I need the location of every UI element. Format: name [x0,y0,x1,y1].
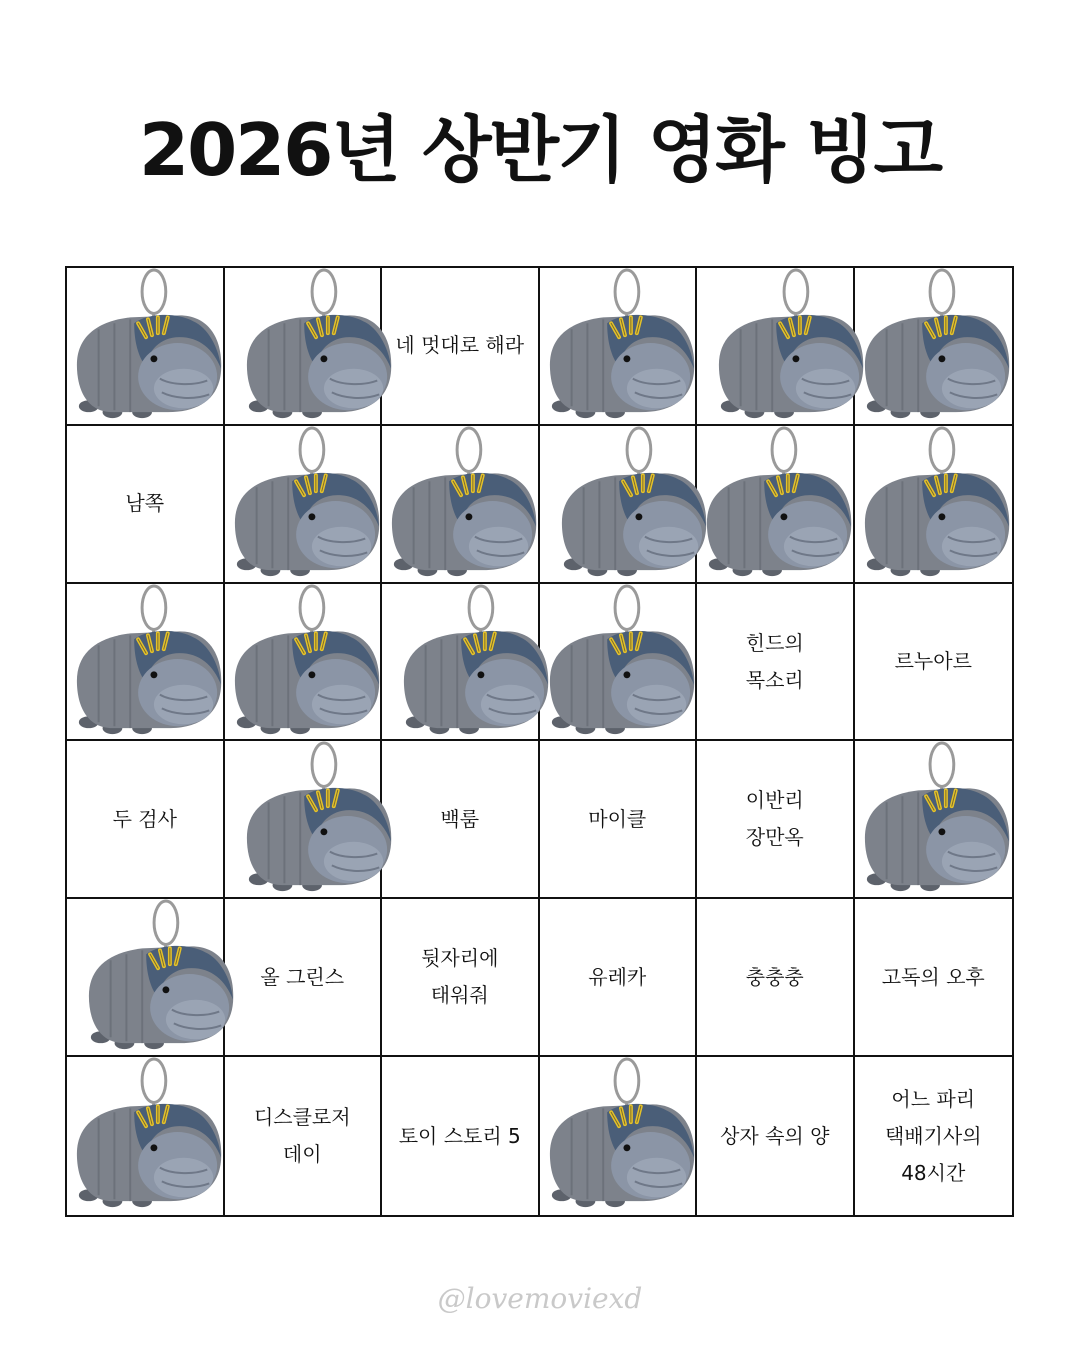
plush-keychain-sticker-icon [81,899,239,1057]
bingo-cell [225,426,383,584]
bingo-cell [67,426,225,584]
cell-label: 토이 스토리 5 [398,1123,521,1148]
bingo-cell [225,1057,383,1215]
bingo-cell [540,1057,698,1215]
plush-keychain-sticker-icon [542,584,700,742]
bingo-cell [855,1057,1013,1215]
plush-keychain-sticker-icon [396,584,554,742]
bingo-cell [540,899,698,1057]
cell-label: 고독의 오후 [881,964,985,989]
bingo-cell [540,741,698,899]
bingo-cell [67,741,225,899]
cell-label: 힌드의 목소리 [745,630,804,692]
bingo-cell [225,741,383,899]
bingo-cell [382,741,540,899]
cell-label: 유레카 [588,964,647,989]
cell-label: 올 그린스 [260,964,345,989]
bingo-cell [540,268,698,426]
plush-keychain-sticker-icon [857,426,1015,584]
bingo-cell [697,1057,855,1215]
bingo-cell [382,426,540,584]
plush-keychain-sticker-icon [239,741,397,899]
bingo-cell [225,268,383,426]
bingo-cell [697,426,855,584]
bingo-cell [382,1057,540,1215]
bingo-cell [540,584,698,742]
cell-label: 네 멋대로 해라 [395,333,525,358]
cell-label: 이반리 장만옥 [745,788,804,850]
bingo-cell [855,899,1013,1057]
bingo-cell [67,268,225,426]
cell-label: 어느 파리 택배기사의 48시간 [884,1086,982,1185]
plush-keychain-sticker-icon [542,1057,700,1215]
plush-keychain-sticker-icon [699,426,857,584]
cell-label: 뒷자리에 태워줘 [421,946,499,1008]
bingo-cell [855,268,1013,426]
bingo-cell [225,899,383,1057]
cell-label: 두 검사 [112,806,177,831]
plush-keychain-sticker-icon [69,584,227,742]
bingo-cell [67,899,225,1057]
plush-keychain-sticker-icon [857,268,1015,426]
bingo-cell [855,584,1013,742]
cell-label: 남쪽 [125,491,165,516]
cell-label: 충충충 [745,964,804,989]
bingo-cell [697,584,855,742]
plush-keychain-sticker-icon [69,1057,227,1215]
bingo-cell [855,426,1013,584]
watermark: @lovemoviexd [437,1282,643,1315]
page-title: 2026년 상반기 영화 빙고 [138,108,941,192]
bingo-cell [382,899,540,1057]
bingo-cell [697,741,855,899]
bingo-cell [697,268,855,426]
plush-keychain-sticker-icon [711,268,869,426]
bingo-cell [67,584,225,742]
plush-keychain-sticker-icon [554,426,712,584]
cell-label: 백룸 [440,806,480,831]
cell-label: 르누아르 [894,649,972,674]
cell-label: 디스클로저 데이 [253,1105,351,1167]
plush-keychain-sticker-icon [857,741,1015,899]
bingo-board [65,266,1014,1217]
bingo-cell [855,741,1013,899]
plush-keychain-sticker-icon [227,426,385,584]
plush-keychain-sticker-icon [239,268,397,426]
bingo-cell [225,584,383,742]
bingo-cell [697,899,855,1057]
plush-keychain-sticker-icon [542,268,700,426]
bingo-cell [382,584,540,742]
plush-keychain-sticker-icon [69,268,227,426]
bingo-cell [67,1057,225,1215]
cell-label: 상자 속의 양 [720,1123,830,1148]
plush-keychain-sticker-icon [227,584,385,742]
bingo-cell [382,268,540,426]
cell-label: 마이클 [588,806,647,831]
bingo-cell [540,426,698,584]
plush-keychain-sticker-icon [384,426,542,584]
